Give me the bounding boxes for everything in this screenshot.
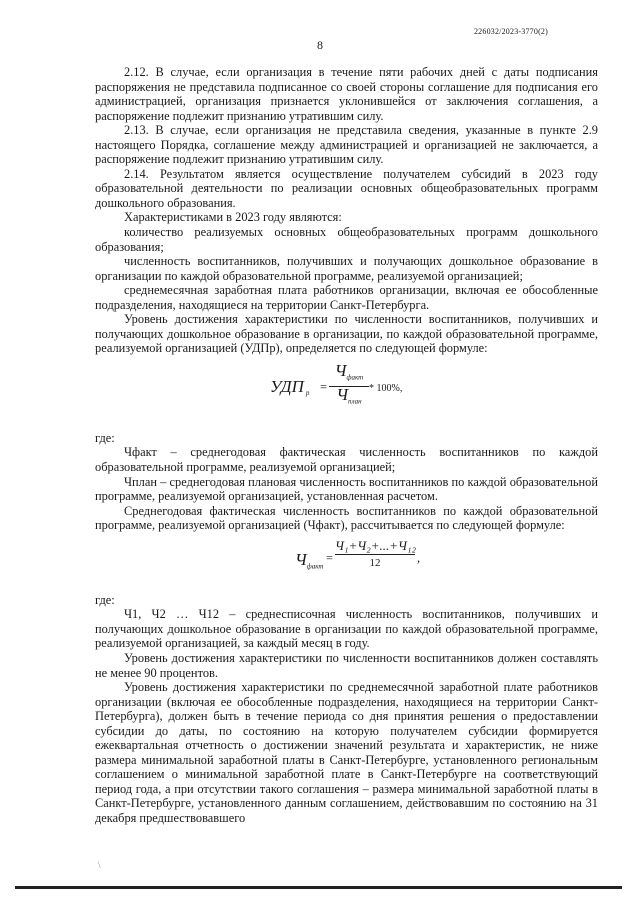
formula-ch-fact: $Ч_{факт}$ = Ч₁+Ч₂+...+Ч₁₂ 12 , <box>295 537 421 571</box>
document-id: 226032/2023-3770(2) <box>473 27 548 36</box>
formula-udp-fraction: $Ч_{факт}$ $Ч_{план}$ <box>329 364 369 409</box>
paragraph-2-13: 2.13. В случае, если организация не представила сведения, указанные в пункте 2.9 настоящего Порядка, соглашение между администрацией и организацией не заключается, а распоряжение подлежит признанию утратившим силу. <box>95 123 598 167</box>
pupils-threshold: Уровень достижения характеристики по численности воспитанников должен составлять не менее 90 процентов. <box>95 650 598 680</box>
scan-edge-line <box>15 886 622 889</box>
definition-ch-plan: Чплан – среднегодовая плановая численность воспитанников по каждой образовательной программе, реализуемой организацией, установленная расчетом. <box>95 474 598 504</box>
characteristics-intro: Характеристиками в 2023 году являются: <box>124 210 342 225</box>
characteristic-programs: количество реализуемых основных общеобразовательных программ дошкольного образования; <box>95 225 598 254</box>
where-label-1: где: <box>95 430 115 445</box>
document-body <box>95 65 598 826</box>
paragraph-2-12: 2.12. В случае, если организация в течение пяти рабочих дней с даты подписания распоряжения не представила подписанное со своей стороны соглашение для подписания его администрацией, организация признается уклонившейся от заключения соглашения, а распоряжение подлежит признанию утратившим силу. <box>95 65 598 123</box>
ch-fact-definition: Среднегодовая фактическая численность воспитанников по каждой образовательной программе, реализуемой организацией (Чфакт), рассчитывается по следующей формуле: <box>95 503 598 533</box>
paragraph-2-14: 2.14. Результатом является осуществление получателем субсидий в 2023 году образовательной деятельности по реализации основных общеобразовательных программ дошкольного образования. <box>95 166 598 210</box>
formula-udp: УДП $_р$ = $Ч_{факт}$ $Ч_{план}$ * 100%, <box>95 356 598 431</box>
characteristic-salary: среднемесячная заработная плата работников организации, включая ее обособленные подразделения, находящиеся на территории Санкт-Петербурга. <box>95 283 598 312</box>
scan-mark: \ <box>98 860 101 870</box>
udp-definition: Уровень достижения характеристики по численности воспитанников, получивших и получающих дошкольное образование в организации, по каждой образовательной программе, реализуемой организацией (УДПр), определяется по следующей формуле: <box>95 312 598 356</box>
characteristic-pupils: численность воспитанников, получивших и получающих дошкольное образование в организации по каждой образовательной программе, реализуемой организацией; <box>95 254 598 283</box>
salary-requirement: Уровень достижения характеристики по среднемесячной заработной плате работников организации (включая ее обособленные подразделения, находящиеся на территории Санкт-Петербурга), должен быть в течение периода со дня принятия решения о предоставлении субсидии до даты, по состоянию на которую получателем субсидии формируется ежеквартальная отчетность о достижении значений результата и характеристик, не ниже размера минимальной заработной платы в Санкт-Петербурге, установленного региональным соглашением о минимальной заработной плате в Санкт-Петербурге на соответствующий период года, а при отсутствии такого соглашения – размера минимальной заработной платы в Санкт-Петербурге, установленного данным соглашением, действовавшим по состоянию на 31 декабря предшествовавшего <box>95 680 598 825</box>
definition-ch-monthly: Ч1, Ч2 … Ч12 – среднесписочная численность воспитанников, получивших и получающих дошкольное образование в организации по каждой образовательной программе, реализуемой организацией, за каждый месяц в году. <box>95 607 598 651</box>
formula-ch-fact-fraction: Ч₁+Ч₂+...+Ч₁₂ 12 <box>335 537 417 570</box>
where-label-2: где: <box>95 592 115 607</box>
page-number: 8 <box>317 38 323 52</box>
definition-ch-fact: Чфакт – среднегодовая фактическая численность воспитанников по каждой образовательной программе, реализуемой организацией; <box>95 445 598 475</box>
